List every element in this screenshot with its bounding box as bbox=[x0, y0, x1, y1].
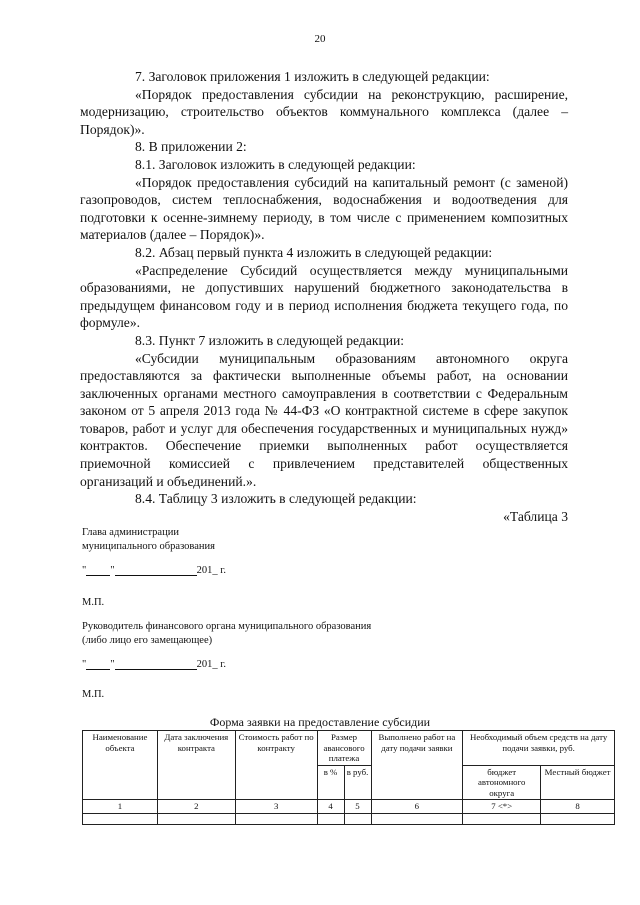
quote-close: " bbox=[110, 659, 115, 670]
table-cell bbox=[83, 813, 158, 824]
col-number: 4 bbox=[317, 800, 344, 814]
signature2-line2: (либо лицо его замещающее) bbox=[82, 635, 213, 646]
signature2-line1: Руководитель финансового органа муниципального образования bbox=[82, 621, 372, 632]
paragraph: 8.2. Абзац первый пункта 4 изложить в следующей редакции: bbox=[135, 244, 493, 260]
table-cell bbox=[235, 813, 317, 824]
col-number: 6 bbox=[371, 800, 463, 814]
paragraph: 8.3. Пункт 7 изложить в следующей редакции: bbox=[135, 332, 405, 348]
month-blank bbox=[115, 564, 197, 576]
col-number: 5 bbox=[344, 800, 371, 814]
signature1-date-field bbox=[82, 564, 226, 576]
signature1-line2: муниципального образования bbox=[82, 541, 215, 552]
day-blank bbox=[86, 564, 110, 576]
header-done: Выполнено работ на дату подачи заявки bbox=[371, 731, 463, 800]
month-blank bbox=[115, 658, 197, 670]
table-row bbox=[83, 813, 615, 824]
year-label: 201_ г. bbox=[196, 659, 226, 670]
table-cell bbox=[371, 813, 463, 824]
signature2-date-field bbox=[82, 658, 226, 670]
table-cell bbox=[541, 813, 615, 824]
header-advance-pct: в % bbox=[317, 765, 344, 800]
signature2-title bbox=[82, 620, 371, 648]
col-number: 2 bbox=[157, 800, 235, 814]
paragraph: «Порядок предоставления субсидии на реконструкцию, расширение, модернизацию, строительство объектов коммунального комплекса (далее – Порядок)». bbox=[80, 86, 568, 137]
paragraph: «Порядок предоставления субсидий на капитальный ремонт (с заменой) газопроводов, систем теплоснабжения, водоснабжения и водоотведения для подготовки к осенне-зимнему периоду, в том числе с применением композитных материалов (далее – Порядок)». bbox=[80, 174, 568, 243]
col-number: 3 bbox=[235, 800, 317, 814]
signature1-line1: Глава администрации bbox=[82, 527, 179, 538]
paragraph: «Распределение Субсидий осуществляется между муниципальными образованиями, не допустивших нарушений бюджетного законодательства в предыдущем финансовом году и в период исполнения бюджета текущего года, по формуле». bbox=[80, 262, 568, 331]
signature1-title bbox=[82, 526, 215, 554]
header-advance: Размер авансового платежа bbox=[317, 731, 371, 766]
table-header-row bbox=[83, 731, 615, 766]
table-label: «Таблица 3 bbox=[503, 508, 568, 524]
quote-open: " bbox=[82, 565, 87, 576]
table-cell bbox=[317, 813, 344, 824]
quote-open: " bbox=[82, 659, 87, 670]
table-cell bbox=[157, 813, 235, 824]
paragraph: «Субсидии муниципальным образованиям автономного округа предоставляются за фактически выполненные объемы работ, на основании заключенных органами местного самоуправления в соответствии с Федеральным законом от 5 апреля 2013 года № 44-ФЗ «О контрактной системе в сфере закупок товаров, работ и услуг для обеспечения государственных и муниципальных нужд» контрактов. Обеспечение приемки выполненных работ осуществляется приемочной комиссией с привлечением представителей общественных организаций и объединений.». bbox=[80, 350, 568, 489]
col-number: 7 <*> bbox=[463, 800, 541, 814]
paragraph: 8.1. Заголовок изложить в следующей редакции: bbox=[135, 156, 416, 172]
col-number: 1 bbox=[83, 800, 158, 814]
table-cell bbox=[463, 813, 541, 824]
header-date: Дата заключения контракта bbox=[157, 731, 235, 800]
header-needed: Необходимый объем средств на дату подачи заявки, руб. bbox=[463, 731, 615, 766]
quote-close: " bbox=[110, 565, 115, 576]
application-form-table bbox=[82, 730, 615, 825]
page-number: 20 bbox=[314, 33, 326, 45]
signature2-stamp: М.П. bbox=[82, 689, 105, 700]
signature1-stamp: М.П. bbox=[82, 597, 105, 608]
header-advance-rub: в руб. bbox=[344, 765, 371, 800]
header-budget-local: Местный бюджет bbox=[541, 765, 615, 800]
table-number-row bbox=[83, 800, 615, 814]
table-cell bbox=[344, 813, 371, 824]
paragraph: 8. В приложении 2: bbox=[135, 139, 247, 155]
paragraph: 7. Заголовок приложения 1 изложить в следующей редакции: bbox=[135, 69, 490, 84]
body-text bbox=[80, 68, 568, 525]
form-title: Форма заявки на предоставление субсидии bbox=[209, 715, 431, 729]
paragraph: 8.4. Таблицу 3 изложить в следующей редакции: bbox=[135, 491, 417, 507]
header-cost: Стоимость работ по контракту bbox=[235, 731, 317, 800]
day-blank bbox=[86, 658, 110, 670]
header-budget-okrug: бюджет автономного округа bbox=[463, 765, 541, 800]
col-number: 8 bbox=[541, 800, 615, 814]
year-label: 201_ г. bbox=[196, 565, 226, 576]
header-name: Наименование объекта bbox=[83, 731, 158, 800]
